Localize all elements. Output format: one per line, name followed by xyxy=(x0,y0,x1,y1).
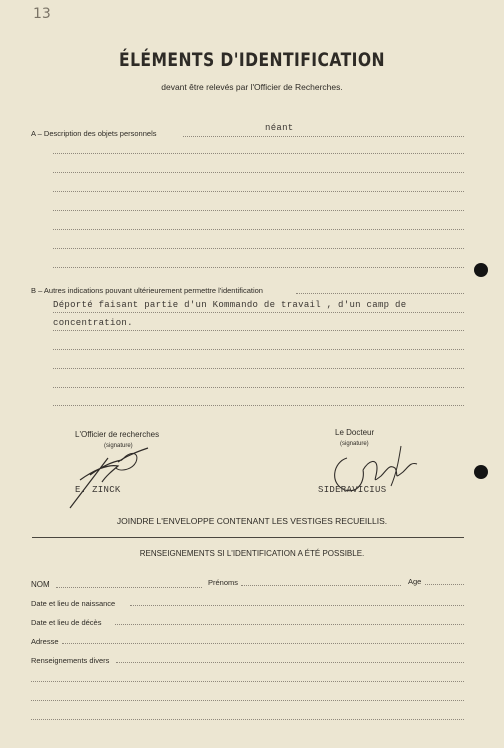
section-a-value: néant xyxy=(265,123,294,133)
section-a-line xyxy=(53,248,464,249)
officer-signature-label: (signature) xyxy=(104,443,133,449)
naissance-line xyxy=(130,605,464,606)
section-b-text-line2: concentration. xyxy=(53,318,133,328)
officer-name: E. ZINCK xyxy=(75,485,121,495)
adresse-label: Adresse xyxy=(31,637,59,646)
section-a-line xyxy=(53,172,464,173)
section-a-line xyxy=(53,191,464,192)
section-a-line xyxy=(53,229,464,230)
page-number: 13 xyxy=(33,6,51,22)
age-line xyxy=(425,584,464,585)
section-b-line xyxy=(53,349,464,350)
deces-line xyxy=(115,624,464,625)
section-b-line xyxy=(53,405,464,406)
doctor-name: SIDERAVICIUS xyxy=(318,485,387,495)
adresse-line xyxy=(62,643,464,644)
section-b-line xyxy=(296,293,464,294)
section-b-line xyxy=(53,330,464,331)
deces-label: Date et lieu de décès xyxy=(31,618,102,627)
naissance-label: Date et lieu de naissance xyxy=(31,599,116,608)
section-a-line xyxy=(183,136,464,137)
section-a-line xyxy=(53,153,464,154)
divers-line xyxy=(31,700,464,701)
punch-hole-bottom xyxy=(474,465,488,479)
section-b-label: B – Autres indications pouvant ultérieurement permettre l'identification xyxy=(31,286,263,295)
section-b-line xyxy=(53,368,464,369)
nom-label: NOM xyxy=(31,580,50,589)
form-subtitle: devant être relevés par l'Officier de Recherches. xyxy=(161,82,343,92)
doctor-signature-label: (signature) xyxy=(340,441,369,447)
officer-title: L'Officier de recherches xyxy=(75,430,160,439)
section-a-line xyxy=(53,210,464,211)
form-title: ÉLÉMENTS D'IDENTIFICATION xyxy=(119,49,385,71)
enclose-note: JOINDRE L'ENVELOPPE CONTENANT LES VESTIGES RECUEILLIS. xyxy=(116,516,388,526)
prenoms-line xyxy=(241,585,401,586)
divers-line xyxy=(31,681,464,682)
divers-label: Renseignements divers xyxy=(31,656,110,665)
section-b-line xyxy=(53,312,464,313)
officer-signature xyxy=(60,440,170,510)
nom-line xyxy=(56,587,202,588)
section-a-label: A – Description des objets personnels xyxy=(31,129,157,138)
divers-line xyxy=(31,719,464,720)
prenoms-label: Prénoms xyxy=(208,578,239,587)
doctor-title: Le Docteur xyxy=(335,428,375,437)
divers-line xyxy=(116,662,464,663)
section-a-line xyxy=(53,267,464,268)
section-b-line xyxy=(53,387,464,388)
age-label: Age xyxy=(408,577,422,586)
punch-hole-top xyxy=(474,263,488,277)
info-heading: RENSEIGNEMENTS SI L'IDENTIFICATION A ÉTÉ POSSIBLE. xyxy=(139,549,365,558)
section-divider xyxy=(32,537,464,538)
section-b-text-line1: Déporté faisant partie d'un Kommando de travail , d'un camp de xyxy=(53,300,407,310)
